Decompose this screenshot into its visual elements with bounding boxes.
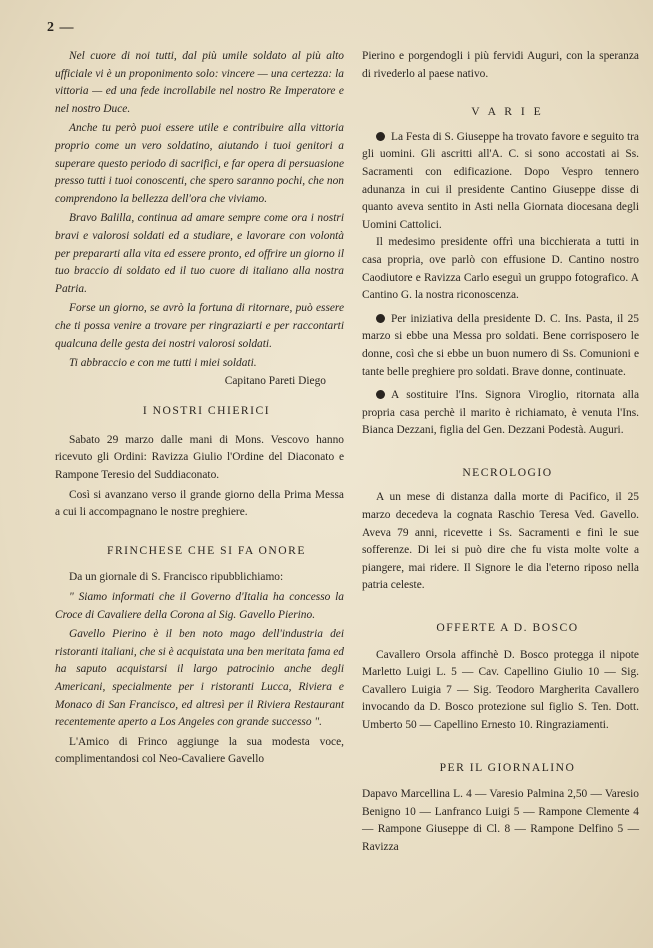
letter-signature: Capitano Pareti Diego: [224, 374, 326, 387]
bullet-icon: [376, 390, 385, 399]
heading-chierici: I NOSTRI CHIERICI: [142, 404, 271, 418]
article-paragraph: Così si avanzano verso il grande giorno della Prima Messa a cui li accompagnano le nostre preghiere.: [55, 488, 344, 519]
article-paragraph: Il medesimo presidente offrì una bicchierata a tutti in casa propria, ove parlò con effusione D. Cantino nostro Caodiutore e Ravizza Carlo eseguì un gruppo fotografico. A Cantino G. la nostra riconoscenza.: [362, 236, 639, 302]
article-paragraph: A un mese di distanza dalla morte di Pacifico, il 25 marzo decedeva la cognata Raschio Teresa Ved. Gavello. Aveva 79 anni, ricevette i Ss. Sacramenti e finì le sue sofferenze. Di lei si può dire che fu vista molte volte a piangere, mai ridere. Il Signore le dia l'eterno riposo nella patria celeste.: [362, 491, 639, 592]
article-paragraph: Dapavo Marcellina L. 4 — Varesio Palmina 2,50 — Varesio Benigno 10 — Lanfranco Luigi 5 — Rampone Clemente 4 — Rampone Giuseppe di Cl. 8 — Rampone Delfino 5 — Ravizza: [362, 788, 639, 853]
heading-necrologio: NECROLOGIO: [462, 465, 553, 479]
letter-paragraph: Bravo Balilla, continua ad amare sempre come ora i nostri bravi e valorosi soldati ed a studiare, e lavorare con volontà per prepararti alla vita ed essere pronto, ed offrire un giorno il tuo braccio di soldato ed il tuo cuore di italiano alla nostra Patria.: [55, 212, 344, 295]
varie-text: La Festa di S. Giuseppe ha trovato favore e seguito tra gli uomini. Gli ascritti all'A. C. si sono accostati ai Ss. Sacramenti con edificazione. Dopo Vespro tennero adunanza in cui il presidente Cantino Giuseppe disse di quanto aveva sentito in Asti nella Giornata diocesana degli Uomini Cattolici.: [362, 130, 639, 231]
article-paragraph: Da un giornale di S. Francisco ripubblichiamo:: [69, 571, 284, 584]
letter-paragraph: Ti abbraccio e con me tutti i miei soldati.: [69, 357, 257, 370]
quoted-paragraph: " Siamo informati che il Governo d'Italia ha concesso la Croce di Cavaliere della Corona al Sig. Gavello Pierino.: [55, 591, 344, 621]
letter-paragraph: Forse un giorno, se avrò la fortuna di ritornare, può essere che ti possa venire a trovare per ringraziarti e per raccontarti qualcuna delle gesta dei nostri valorosi soldati.: [55, 302, 344, 350]
article-paragraph: Cavallero Orsola affinchè D. Bosco protegga il nipote Marletto Luigi L. 5 — Cav. Capellino Giulio 10 — Sig. Cavallero Luigia 7 — Sig. Teodoro Margherita Cavallero invocando da D. Bosco protezione sul figlio S. Ten. Dott. Umberto 50 — Capellino Ernesto 10. Ringraziamenti.: [362, 648, 639, 731]
varie-item: [362, 311, 639, 381]
heading-giornalino: PER IL GIORNALINO: [439, 760, 576, 774]
article-paragraph: L'Amico di Frinco aggiunge la sua modesta voce, complimentandosi col Neo-Cavaliere Gavello: [55, 735, 344, 766]
letter-paragraph: Nel cuore di noi tutti, dal più umile soldato al più alto ufficiale vi è un proponimento solo: vincere — una certezza: la vittoria — ed una fede incrollabile nel nostro Re Imperatore e nel nostro Duce.: [55, 50, 344, 115]
bullet-icon: [376, 314, 385, 323]
quoted-paragraph: Gavello Pierino è il ben noto mago dell'industria dei ristoranti italiani, che si è acquistata una ben meritata fama ed ha saputo acquistarsi il largo patrocinio anche degli Americani, specialmente per i ristoranti Lucca, Riviera e Monaco di San Francisco, ed altresì per il Riviera Restaurant recentemente aperto a Los Angeles con grande successo ".: [55, 628, 344, 729]
varie-item: [362, 129, 639, 235]
bullet-icon: [376, 132, 385, 141]
varie-text: Per iniziativa della presidente D. C. Ins. Pasta, il 25 marzo si ebbe una Messa pro soldati. Bene corrisposero le donne, così che si ebbe un buon numero di Ss. Comunioni e tante belle preghiere pro soldati. Brave donne, continuate.: [362, 312, 639, 378]
article-paragraph: Pierino e porgendogli i più fervidi Auguri, con la speranza di rivederlo al paese nativo.: [362, 50, 639, 80]
letter-paragraph: Anche tu però puoi essere utile e contribuire alla vittoria proprio come un vero soldatino, aiutando i tuoi genitori a superare questo periodo di sacrifici, e far opera di persuasione presso tutti i tuoi conoscenti, che spero saranno pochi, che non comprendono la bellezza dell'ora che viviamo.: [55, 122, 344, 205]
left-column: [55, 48, 344, 769]
heading-frinchese: FRINCHESE CHE SI FA ONORE: [107, 543, 306, 557]
heading-offerte: OFFERTE A D. BOSCO: [436, 621, 579, 635]
varie-item: [362, 387, 639, 440]
right-column: [362, 48, 639, 857]
article-paragraph: Sabato 29 marzo dalle mani di Mons. Vescovo hanno ricevuto gli Ordini: Ravizza Giulio l'Ordine del Diaconato e Rampone Teresio del Suddiaconato.: [55, 433, 344, 482]
heading-varie: V A R I E: [471, 105, 544, 119]
varie-text: A sostituire l'Ins. Signora Viroglio, ritornata alla propria casa perchè il marito è richiamato, è venuta l'Ins. Bianca Dezzani, figlia del Gen. Dezzani Podestà. Auguri.: [362, 389, 639, 437]
page-number: 2 —: [47, 20, 75, 35]
